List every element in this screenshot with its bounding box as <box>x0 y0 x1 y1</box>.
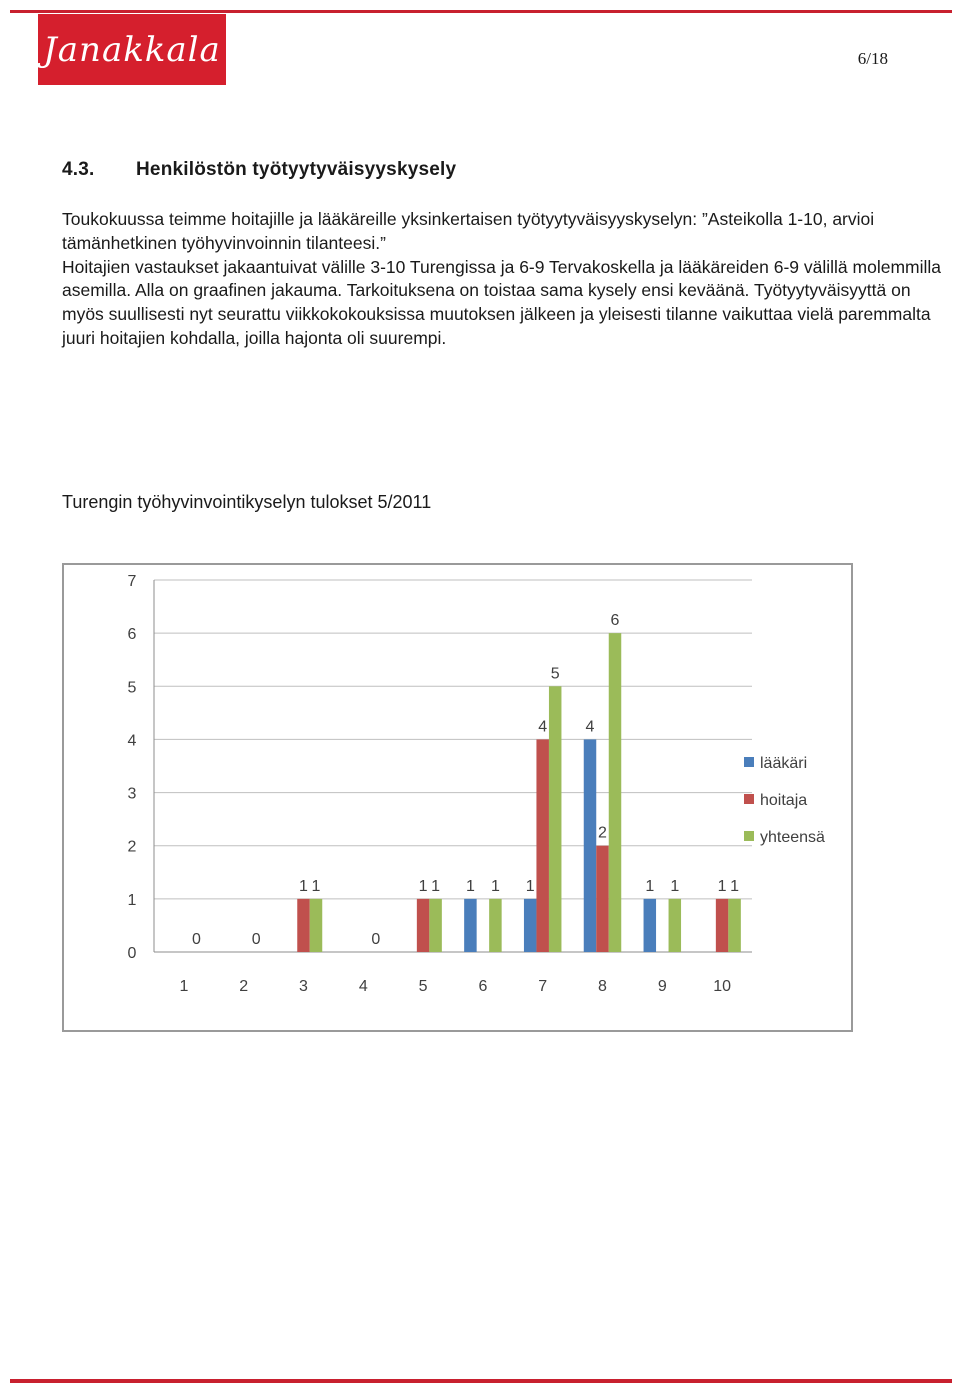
data-label: 1 <box>645 877 655 895</box>
bar-lääkäri-7 <box>524 899 537 952</box>
x-tick-label: 1 <box>179 978 189 995</box>
section-heading <box>62 159 456 181</box>
logo-text: Janakkala <box>43 29 221 70</box>
paragraph-survey-question: Toukokuussa teimme hoitajille ja lääkäreille yksinkertaisen työtyytyväisyyskyselyn: ”Asteikolla 1-10, arvioi tämänhetkinen työhyvinvoinnin tilanteesi.” <box>62 209 875 253</box>
janakkala-logo <box>38 14 226 85</box>
data-label: 2 <box>598 824 607 842</box>
bar-hoitaja-8 <box>596 846 609 952</box>
data-label: 4 <box>585 718 595 736</box>
legend-label: hoitaja <box>760 792 808 809</box>
y-tick-label: 6 <box>127 626 137 644</box>
bar-yhteensä-5 <box>429 899 442 952</box>
bar-yhteensä-8 <box>609 633 622 952</box>
data-label: 5 <box>550 665 560 683</box>
x-tick-label: 3 <box>299 978 308 995</box>
x-tick-label: 8 <box>598 978 607 995</box>
data-label: 6 <box>610 612 620 630</box>
x-tick-label: 4 <box>358 978 368 995</box>
data-label: 1 <box>490 877 500 895</box>
data-label: 1 <box>465 877 475 895</box>
paragraph-results: Hoitajien vastaukset jakaantuivat välille 3-10 Turengissa ja 6-9 Tervakoskella ja lääkäreiden 6-9 välillä molemmilla asemilla. Alla on graafinen jakauma. Tarkoituksena on toistaa sama kysely ensi keväänä. Työtyytyväisyyttä on myös suullisesti nyt seurattu viikkokokouksissa muutoksen jälkeen ja yleisesti tilanne vaikuttaa vielä paremmalta juuri hoitajien kohdalla, joilla hajonta oli suurempi. <box>62 256 942 348</box>
data-label: 1 <box>717 877 727 895</box>
data-label: 0 <box>251 931 261 948</box>
y-tick-label: 4 <box>127 732 137 750</box>
bar-hoitaja-7 <box>536 739 549 952</box>
y-tick-label: 3 <box>127 785 137 803</box>
x-tick-label: 6 <box>478 978 488 995</box>
data-label: 0 <box>191 931 201 948</box>
y-tick-label: 7 <box>127 573 137 590</box>
bar-yhteensä-9 <box>669 899 682 952</box>
bar-hoitaja-5 <box>417 899 430 952</box>
legend-swatch-0 <box>744 757 754 767</box>
chart-caption: Turengin työhyvinvointikyselyn tulokset 5/2011 <box>62 492 432 512</box>
page-number: 6/18 <box>857 49 888 68</box>
data-label: 1 <box>730 877 740 895</box>
data-label: 1 <box>311 877 321 895</box>
x-tick-label: 7 <box>538 978 548 995</box>
data-label: 1 <box>431 877 441 895</box>
bottom-rule <box>10 1379 952 1383</box>
section-title: Henkilöstön työtyytyväisyyskysely <box>136 159 457 180</box>
body-text <box>62 208 948 351</box>
bar-lääkäri-8 <box>584 739 597 952</box>
bar-yhteensä-10 <box>728 899 741 952</box>
y-tick-label: 1 <box>127 891 137 909</box>
bar-yhteensä-3 <box>310 899 323 952</box>
x-tick-label: 10 <box>713 978 731 995</box>
data-label: 4 <box>538 718 548 736</box>
data-label: 1 <box>525 877 535 895</box>
bar-lääkäri-9 <box>644 899 657 952</box>
bar-hoitaja-3 <box>297 899 310 952</box>
legend-label: lääkäri <box>760 755 808 772</box>
y-tick-label: 5 <box>127 679 137 697</box>
legend-swatch-2 <box>744 831 754 841</box>
top-rule <box>10 10 952 13</box>
data-label: 0 <box>371 931 381 948</box>
bar-hoitaja-10 <box>716 899 729 952</box>
x-tick-label: 2 <box>239 978 249 995</box>
x-tick-label: 5 <box>418 978 428 995</box>
legend-label: yhteensä <box>760 829 825 846</box>
bar-yhteensä-6 <box>489 899 502 952</box>
x-tick-label: 9 <box>657 978 667 995</box>
data-label: 1 <box>299 877 308 895</box>
chart-frame <box>62 563 853 1032</box>
bar-lääkäri-6 <box>464 899 477 952</box>
bar-yhteensä-7 <box>549 686 562 952</box>
data-label: 1 <box>670 877 680 895</box>
legend-swatch-1 <box>744 794 754 804</box>
y-tick-label: 2 <box>127 838 137 856</box>
data-label: 1 <box>418 877 428 895</box>
section-number: 4.3. <box>62 159 95 180</box>
y-tick-label: 0 <box>127 945 137 962</box>
bar-chart <box>64 565 851 1030</box>
